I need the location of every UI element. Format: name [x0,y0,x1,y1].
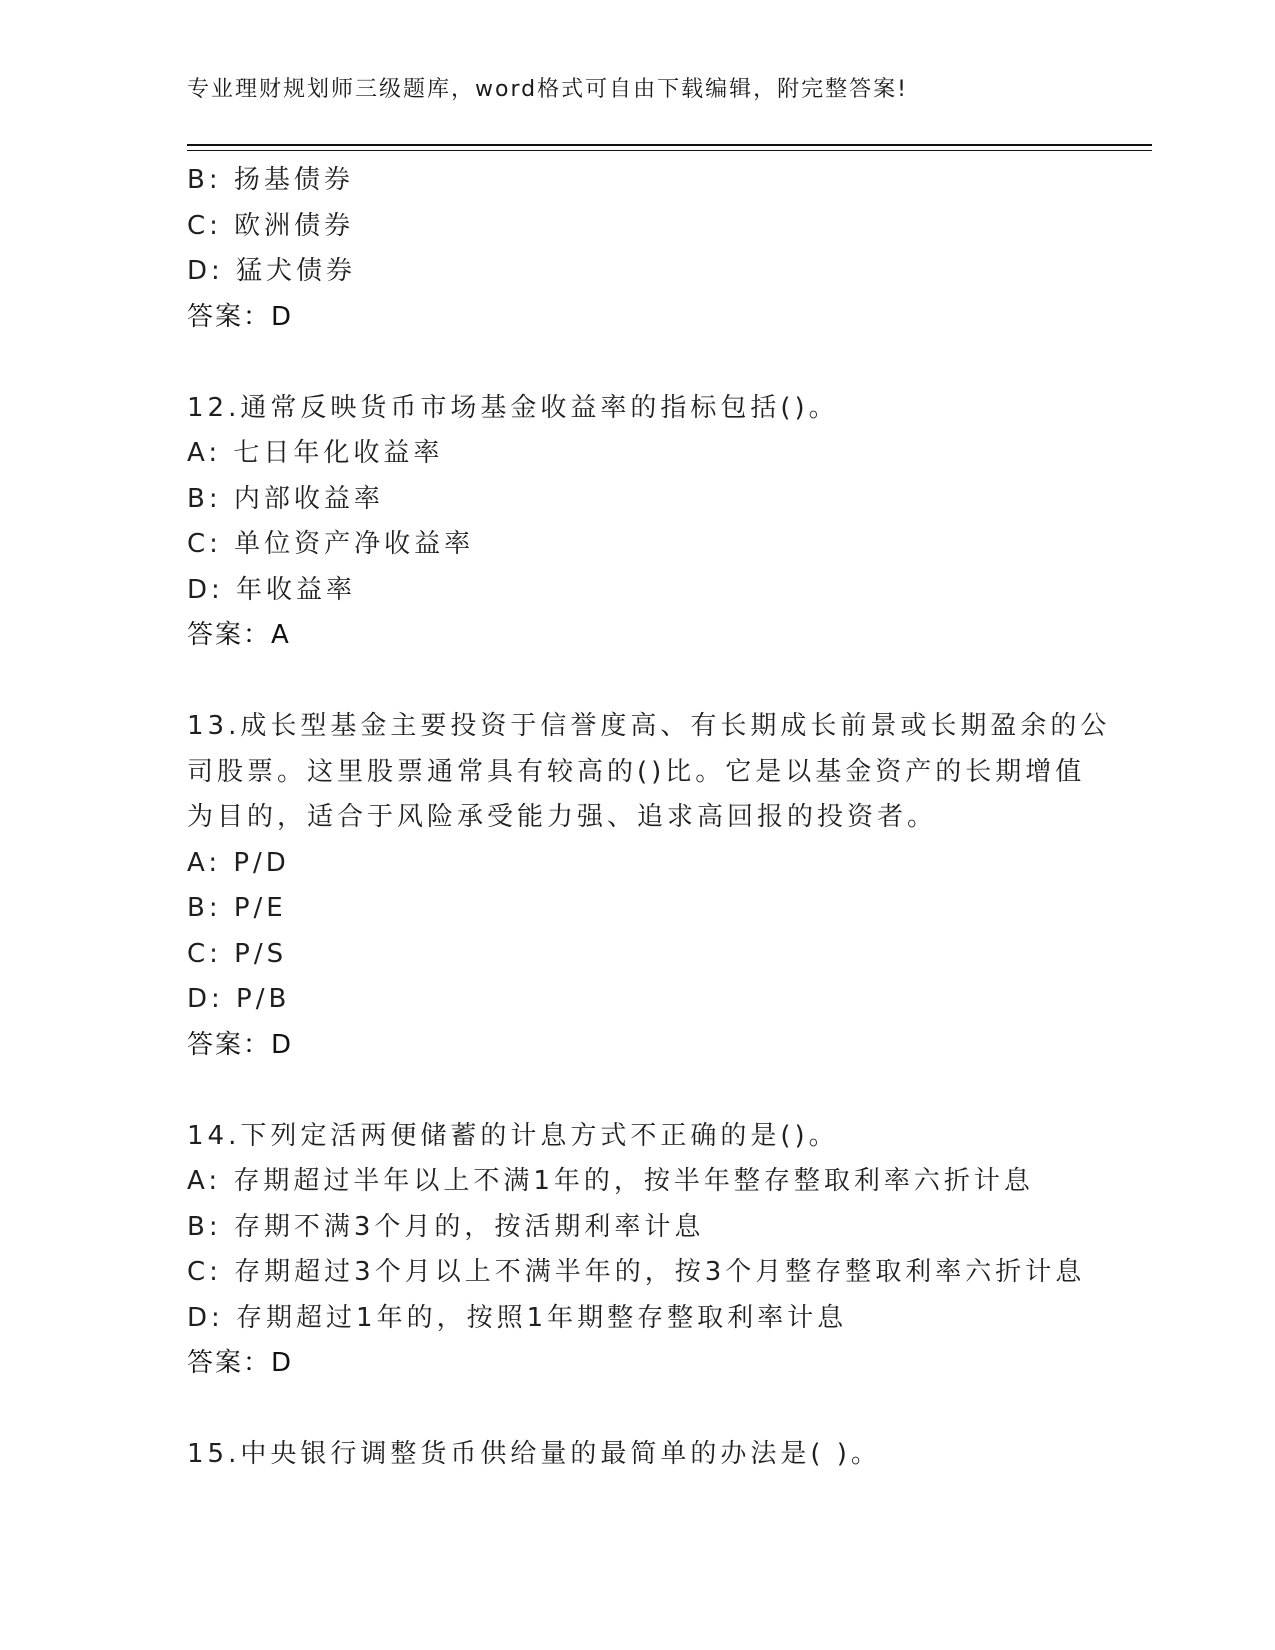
option-b: B: 存期不满3个月的，按活期利率计息 [187,1211,705,1242]
option-d: D: 猛犬债券 [187,256,357,286]
option-c: C: 存期超过3个月以上不满半年的，按3个月整存整取利率六折计息 [187,1257,1086,1287]
option-c: C: P/S [187,938,288,969]
question-13 [187,704,1111,1068]
option-d: D: P/B [187,984,291,1014]
option-b: B: P/E [187,893,287,923]
option-d: D: 存期超过1年的，按照1年期整存整取利率计息 [187,1302,848,1333]
question-stem: 14.下列定活两便储蓄的计息方式不正确的是()。 [187,1120,839,1151]
option-d: D: 年收益率 [187,574,357,605]
option-b: B: 扬基债券 [187,165,354,195]
option-c: C: 欧洲债券 [187,210,355,241]
question-stem: 12.通常反映货币市场基金收益率的指标包括()。 [187,392,839,423]
question-stem-line: 司股票。这里股票通常具有较高的()比。它是以基金资产的长期增值 [187,756,1086,787]
question-content [187,158,1111,1478]
option-a: A: P/D [187,847,290,878]
spacer [187,1387,1087,1433]
option-a: A: 七日年化收益率 [187,438,444,468]
page-header: 专业理财规划师三级题库，word格式可自由下载编辑，附完整答案! [187,77,908,102]
question-stem-line: 13.成长型基金主要投资于信誉度高、有长期成长前景或长期盈余的公 [187,711,1111,741]
spacer [187,1068,1087,1114]
answer: 答案：A [187,620,291,650]
question-14 [187,1114,1087,1387]
question-stem-line: 为目的，适合于风险承受能力强、追求高回报的投资者。 [187,802,938,832]
spacer [187,340,1087,386]
answer: 答案：D [187,1348,294,1378]
question-12 [187,386,1087,659]
answer: 答案：D [187,1029,294,1060]
spacer [187,659,1087,705]
answer: 答案：D [187,301,294,332]
question-15 [187,1432,1087,1478]
option-b: B: 内部收益率 [187,483,384,514]
question-11 [187,158,1087,340]
option-c: C: 单位资产净收益率 [187,529,475,559]
header-rule-thin [187,150,1152,151]
question-stem: 15.中央银行调整货币供给量的最简单的办法是( )。 [187,1439,881,1469]
option-a: A: 存期超过半年以上不满1年的，按半年整存整取利率六折计息 [187,1166,1034,1196]
header-rule [187,144,1152,146]
